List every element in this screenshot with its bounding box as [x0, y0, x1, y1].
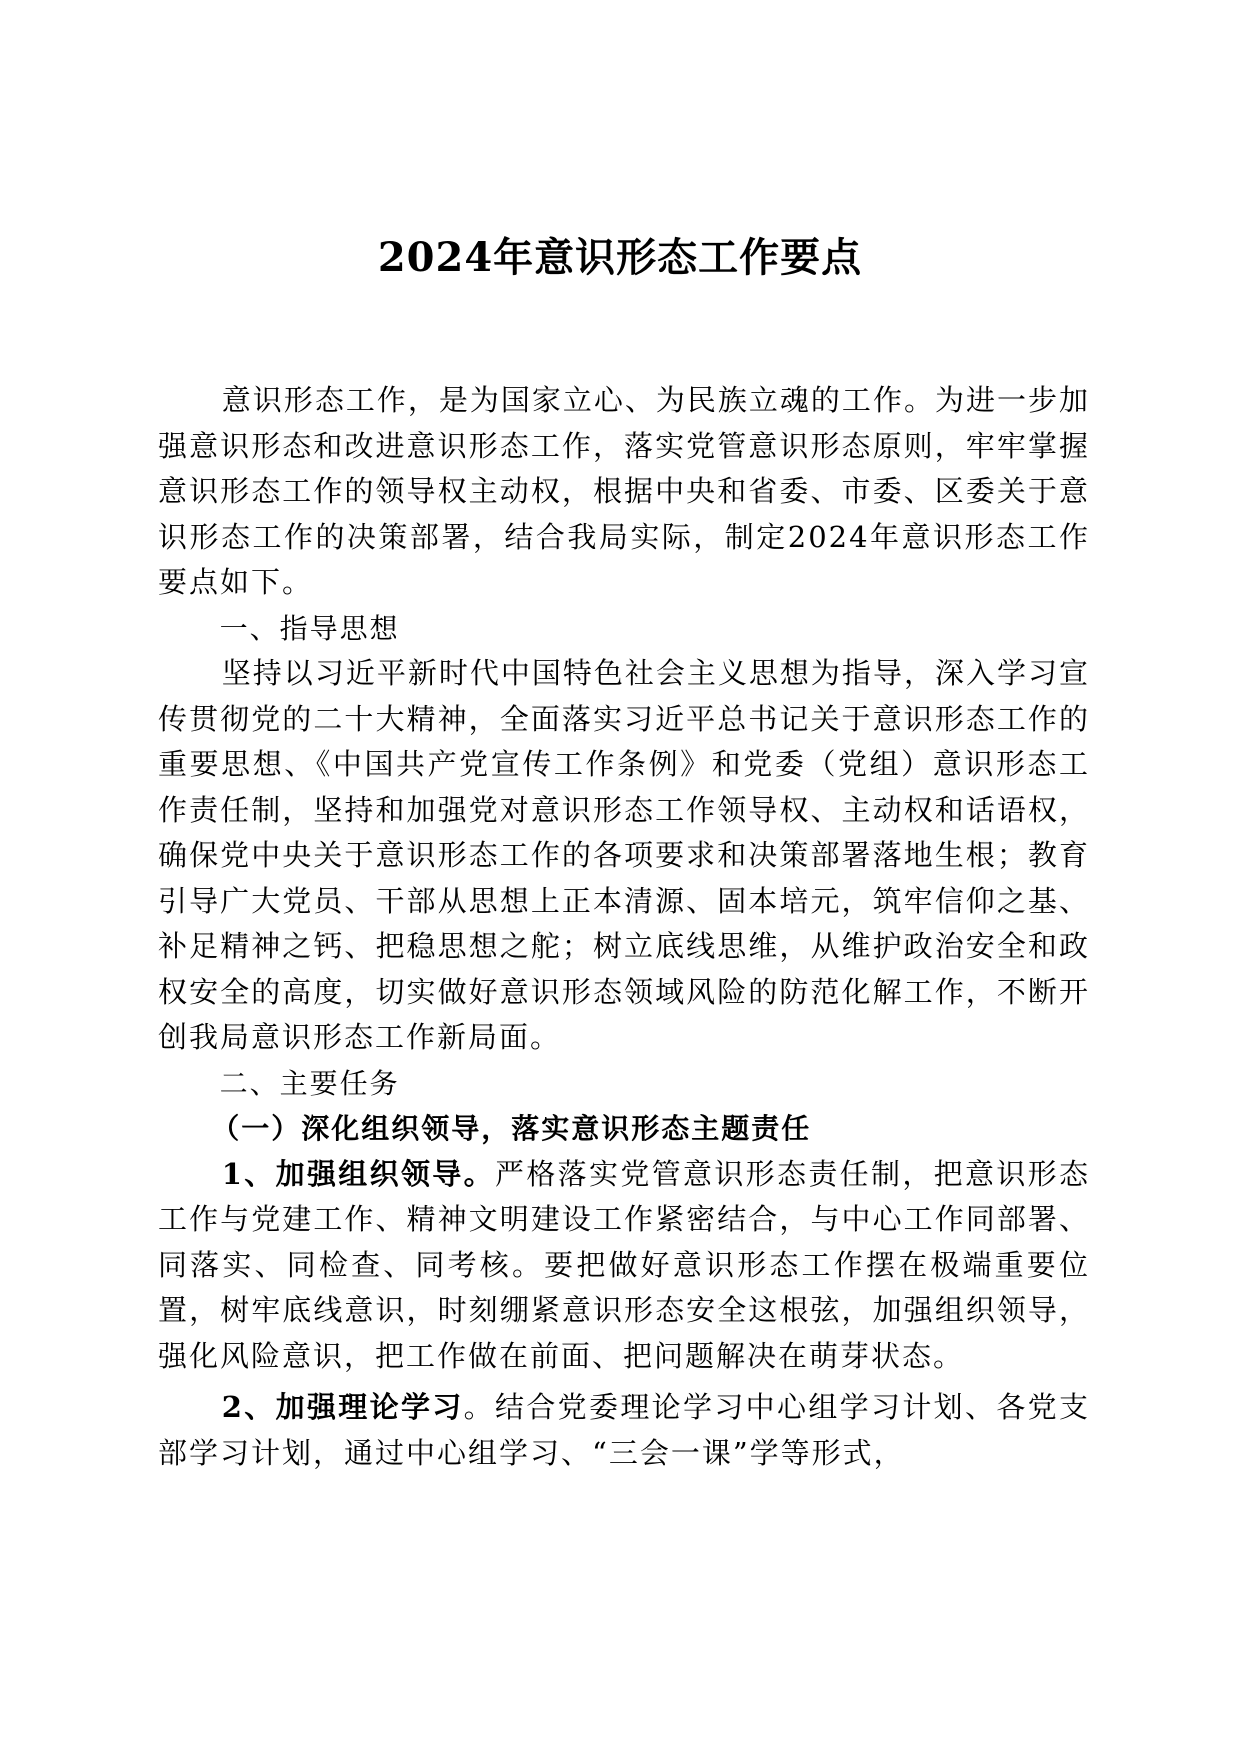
document-title: 2024年意识形态工作要点 [377, 234, 863, 281]
guiding-thought-paragraph: 坚持以习近平新时代中国特色社会主义思想为指导，深入学习宣传贯彻党的二十大精神，全面落实习近平总书记关于意识形态工作的重要思想、《中国共产党宣传工作条例》和党委（党组）意识形态工作责任制，坚持和加强党对意识形态工作领导权、主动权和话语权，确保党中央关于意识形态工作的各项要求和决策部署落地生根；教育引导广大党员、干部从思想上正本清源、固本培元，筑牢信仰之基、补足精神之钙、把稳思想之舵；树立底线思维，从维护政治安全和政权安全的高度，切实做好意识形态领域风险的防范化解工作，不断开创我局意识形态工作新局面。 [158, 656, 1090, 1054]
section-heading-main-tasks: 二、主要任务 [219, 1066, 400, 1100]
section-heading-guiding-thought: 一、指导思想 [219, 611, 400, 645]
intro-paragraph: 意识形态工作，是为国家立心、为民族立魂的工作。为进一步加强意识形态和改进意识形态工作，落实党管意识形态原则，牢牢掌握意识形态工作的领导权主动权，根据中央和省委、市委、区委关于意识形态工作的决策部署，结合我局实际，制定2024年意识形态工作要点如下。 [158, 383, 1090, 599]
document-body [158, 378, 1090, 1476]
item-2-paragraph [158, 1385, 1090, 1476]
item-1-body: 严格落实党管意识形态责任制，把意识形态工作与党建工作、精神文明建设工作紧密结合，与中心工作同部署、同落实、同检查、同考核。要把做好意识形态工作摆在极端重要位置，树牢底线意识，时刻绷紧意识形态安全这根弦，加强组织领导，强化风险意识，把工作做在前面、把问题解决在萌芽状态。 [158, 1156, 1090, 1373]
item-1-paragraph [158, 1152, 1090, 1380]
item-1-lead: 1、加强组织领导。 [221, 1156, 495, 1191]
item-2-body: 。结合党委理论学习中心组学习计划、各党支部学习计划，通过中心组学习、“三会一课”学等形式， [158, 1390, 1090, 1470]
subsection-heading-1: （一）深化组织领导，落实意识形态主题责任 [211, 1112, 812, 1145]
item-2-lead: 2、加强理论学习 [221, 1390, 464, 1424]
